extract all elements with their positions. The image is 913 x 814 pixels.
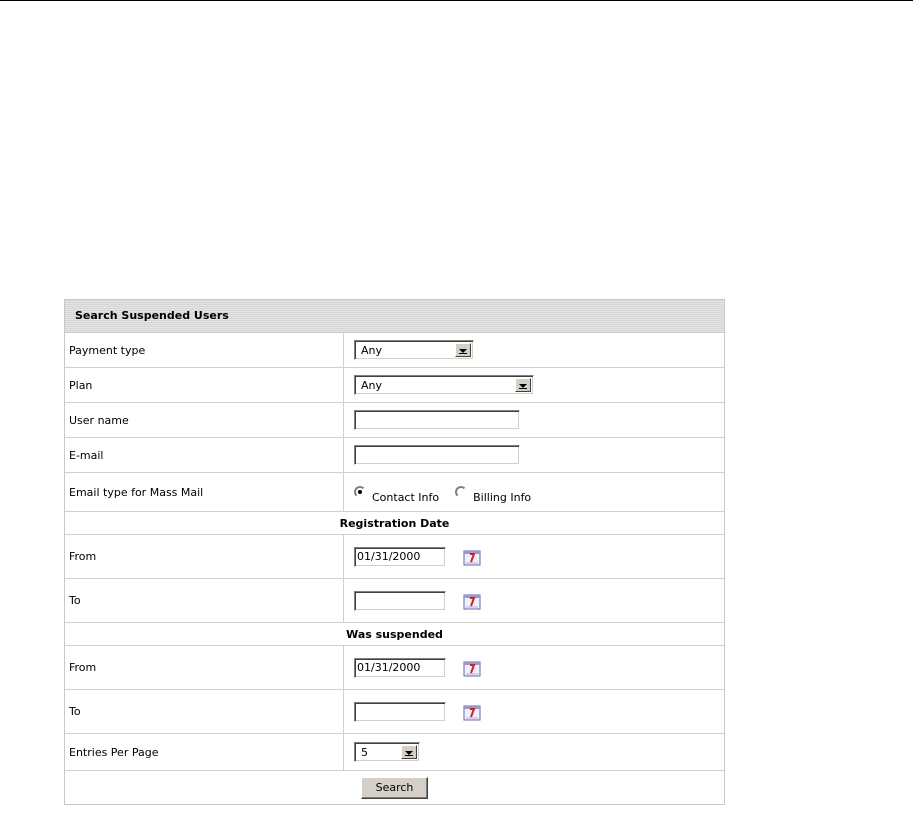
entries-per-page-value: 5 (361, 745, 368, 759)
email-type-row (65, 473, 724, 512)
suspended-to-input[interactable] (354, 702, 446, 722)
calendar-icon[interactable] (462, 592, 482, 610)
chevron-down-icon[interactable] (455, 343, 471, 357)
email-row (65, 438, 724, 473)
registration-from-input[interactable] (354, 547, 446, 567)
was-suspended-heading: Was suspended (65, 623, 724, 646)
contact-info-label[interactable]: Contact Info (372, 491, 440, 504)
suspended-from-label: From (65, 646, 344, 689)
registration-to-row (65, 579, 724, 623)
search-button[interactable]: Search (361, 777, 429, 799)
plan-row (65, 368, 724, 403)
top-rule (0, 0, 913, 1)
payment-type-value: Any (361, 343, 383, 357)
calendar-icon[interactable] (462, 659, 482, 677)
payment-type-label: Payment type (65, 333, 344, 367)
user-name-row (65, 403, 724, 438)
suspended-to-label: To (65, 690, 344, 733)
registration-to-label: To (65, 579, 344, 622)
entries-per-page-label: Entries Per Page (65, 734, 344, 770)
user-name-label: User name (65, 403, 344, 437)
contact-info-radio[interactable] (354, 486, 366, 498)
chevron-down-icon[interactable] (515, 378, 531, 392)
registration-date-heading: Registration Date (65, 512, 724, 535)
calendar-icon[interactable] (462, 548, 482, 566)
payment-type-select[interactable] (354, 340, 474, 360)
suspended-from-input[interactable] (354, 658, 446, 678)
entries-per-page-row (65, 734, 724, 771)
plan-select[interactable] (354, 375, 534, 395)
registration-from-row (65, 535, 724, 579)
email-type-radio-group (354, 480, 541, 504)
chevron-down-icon[interactable] (401, 745, 417, 759)
search-suspended-users-panel (64, 299, 725, 805)
email-label: E-mail (65, 438, 344, 472)
search-button-row (65, 771, 724, 804)
email-type-label: Email type for Mass Mail (65, 473, 344, 511)
entries-per-page-select[interactable] (354, 742, 420, 762)
calendar-icon[interactable] (462, 703, 482, 721)
payment-type-row (65, 333, 724, 368)
billing-info-label[interactable]: Billing Info (473, 491, 532, 504)
suspended-from-row (65, 646, 724, 690)
plan-label: Plan (65, 368, 344, 402)
email-input[interactable] (354, 445, 520, 465)
registration-from-label: From (65, 535, 344, 578)
user-name-input[interactable] (354, 410, 520, 430)
plan-value: Any (361, 378, 383, 392)
billing-info-radio[interactable] (455, 486, 467, 498)
suspended-to-row (65, 690, 724, 734)
registration-to-input[interactable] (354, 591, 446, 611)
panel-title: Search Suspended Users (65, 300, 724, 333)
